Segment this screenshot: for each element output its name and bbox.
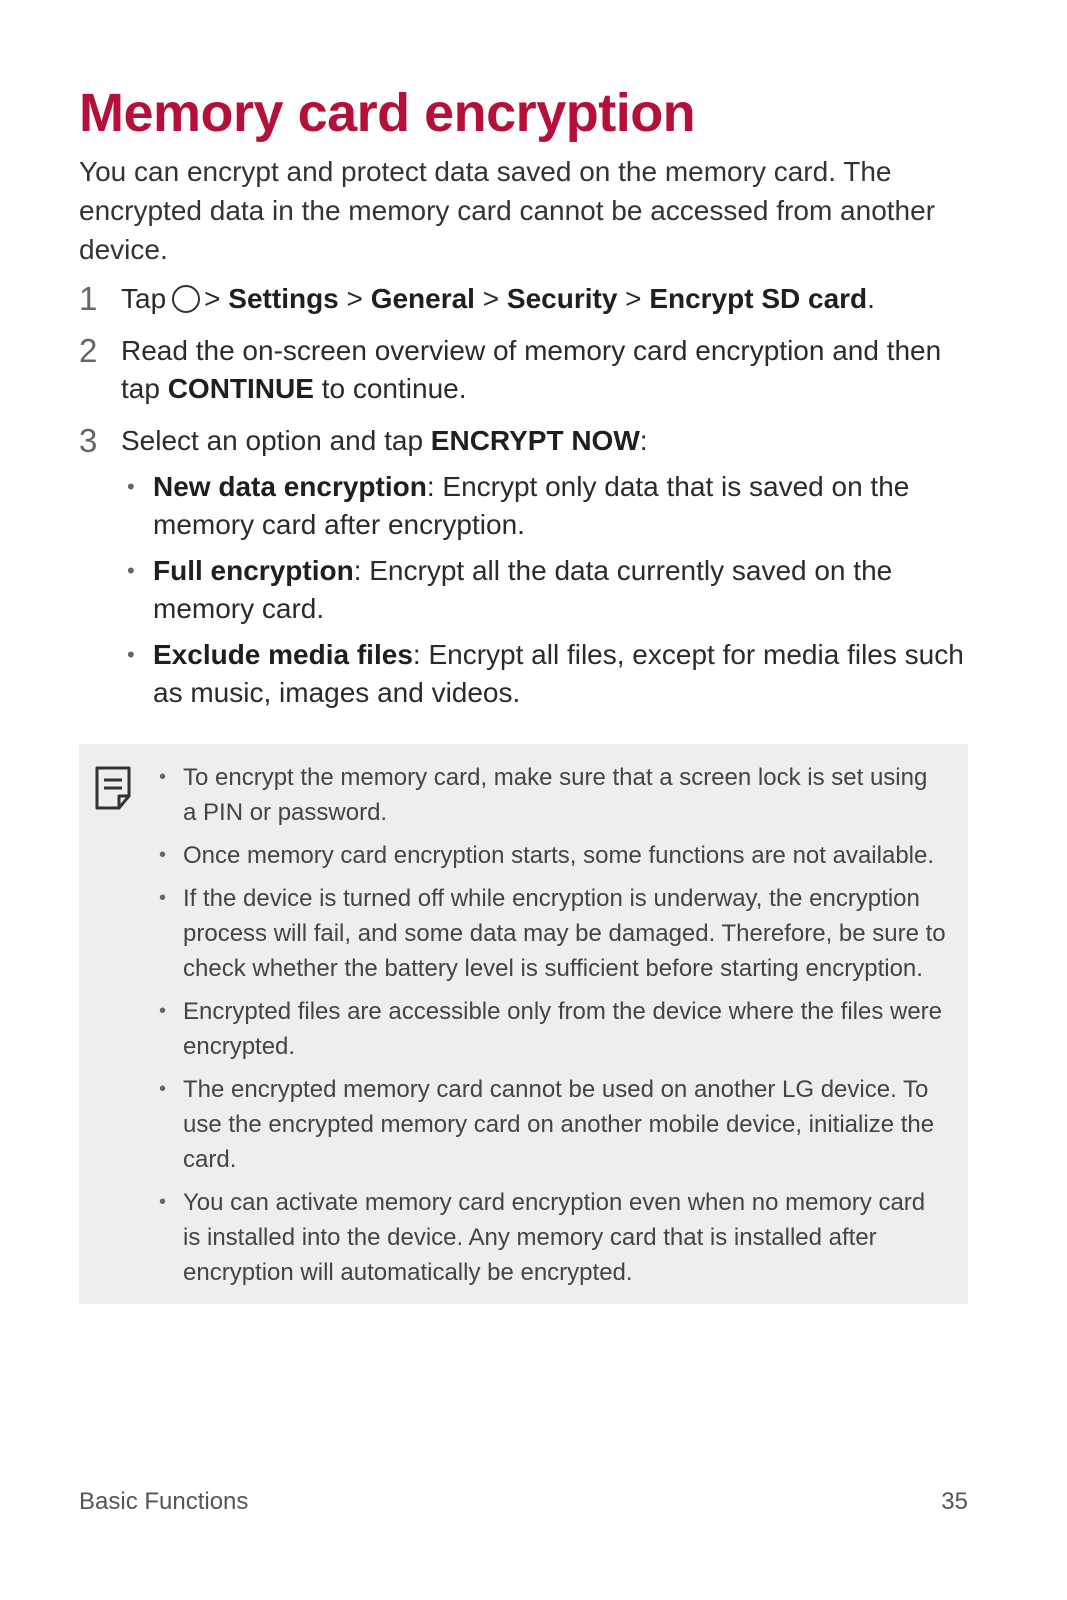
intro-paragraph: You can encrypt and protect data saved on the memory card. The encrypted data in the memory card cannot be accessed from another device. <box>79 156 936 265</box>
path-security: Security <box>506 283 618 314</box>
bullet: • <box>159 1191 167 1213</box>
bullet: • <box>127 558 135 583</box>
path-separator: > <box>625 283 642 314</box>
note-text: The encrypted memory card cannot be used on another LG device. To use the encrypted memory card on another mobile device, initialize the card. <box>183 1076 935 1173</box>
option-desc: : Encrypt all files, except for media files such as music, images and videos. <box>153 639 964 708</box>
home-circle-icon <box>172 285 200 313</box>
step-number: 1 <box>79 280 98 317</box>
note-item <box>157 1185 947 1290</box>
bullet: • <box>127 474 135 499</box>
note-item <box>157 881 947 986</box>
note-text: Once memory card encryption starts, some functions are not available. <box>183 842 935 869</box>
note-item <box>157 760 947 830</box>
bullet: • <box>127 642 135 667</box>
option-list <box>121 468 979 712</box>
bullet: • <box>159 887 167 909</box>
note-icon <box>95 766 131 810</box>
page-number: 35 <box>941 1488 968 1515</box>
note-item <box>157 838 947 873</box>
step-1 <box>79 280 979 318</box>
step-text: to continue. <box>313 373 467 404</box>
footer-section-name: Basic Functions <box>79 1488 249 1515</box>
note-box <box>79 744 968 1304</box>
option-label: New data encryption <box>153 471 427 502</box>
option-exclude-media-files <box>121 636 979 712</box>
step-3 <box>79 422 979 712</box>
bullet: • <box>159 844 167 866</box>
step-number: 3 <box>79 422 98 459</box>
note-item <box>157 1072 947 1177</box>
step-text: : <box>639 425 648 456</box>
path-separator: > <box>482 283 500 314</box>
steps-list <box>79 280 979 726</box>
note-text: You can activate memory card encryption even when no memory card is installed into the device. Any memory card that is installed after encryption will automatically be encrypted. <box>183 1189 926 1286</box>
step-text: Read the on-screen overview of memory card encryption and then tap <box>121 335 942 404</box>
bullet: • <box>159 1000 167 1022</box>
encrypt-now-label: ENCRYPT NOW <box>430 425 640 456</box>
step-2 <box>79 332 979 408</box>
step-end: . <box>867 283 875 314</box>
option-new-data-encryption <box>121 468 979 544</box>
note-text: Encrypted files are accessible only from the device where the files were encrypted. <box>183 998 943 1060</box>
option-desc: : Encrypt only data that is saved on the memory card after encryption. <box>153 471 910 540</box>
path-general: General <box>370 283 475 314</box>
path-encrypt-sd-card: Encrypt SD card <box>649 283 868 314</box>
bullet: • <box>159 1078 167 1100</box>
note-item <box>157 994 947 1064</box>
option-label: Full encryption <box>153 555 354 586</box>
path-separator: > <box>346 283 363 314</box>
path-separator: > <box>204 283 221 314</box>
step-number: 2 <box>79 332 98 369</box>
step-text: Select an option and tap <box>121 425 431 456</box>
page-title: Memory card encryption <box>79 83 696 143</box>
option-label: Exclude media files <box>153 639 413 670</box>
bullet: • <box>159 766 167 788</box>
note-text: To encrypt the memory card, make sure that a screen lock is set using a PIN or password. <box>183 764 928 826</box>
note-list <box>157 760 947 1298</box>
option-full-encryption <box>121 552 979 628</box>
continue-label: CONTINUE <box>167 373 314 404</box>
option-desc: : Encrypt all the data currently saved on the memory card. <box>153 555 893 624</box>
note-text: If the device is turned off while encryption is underway, the encryption process will fail, and some data may be damaged. Therefore, be sure to check whether the battery level is sufficient before starting encryption. <box>183 885 946 982</box>
step-text: Tap <box>121 283 167 314</box>
path-settings: Settings <box>228 283 339 314</box>
